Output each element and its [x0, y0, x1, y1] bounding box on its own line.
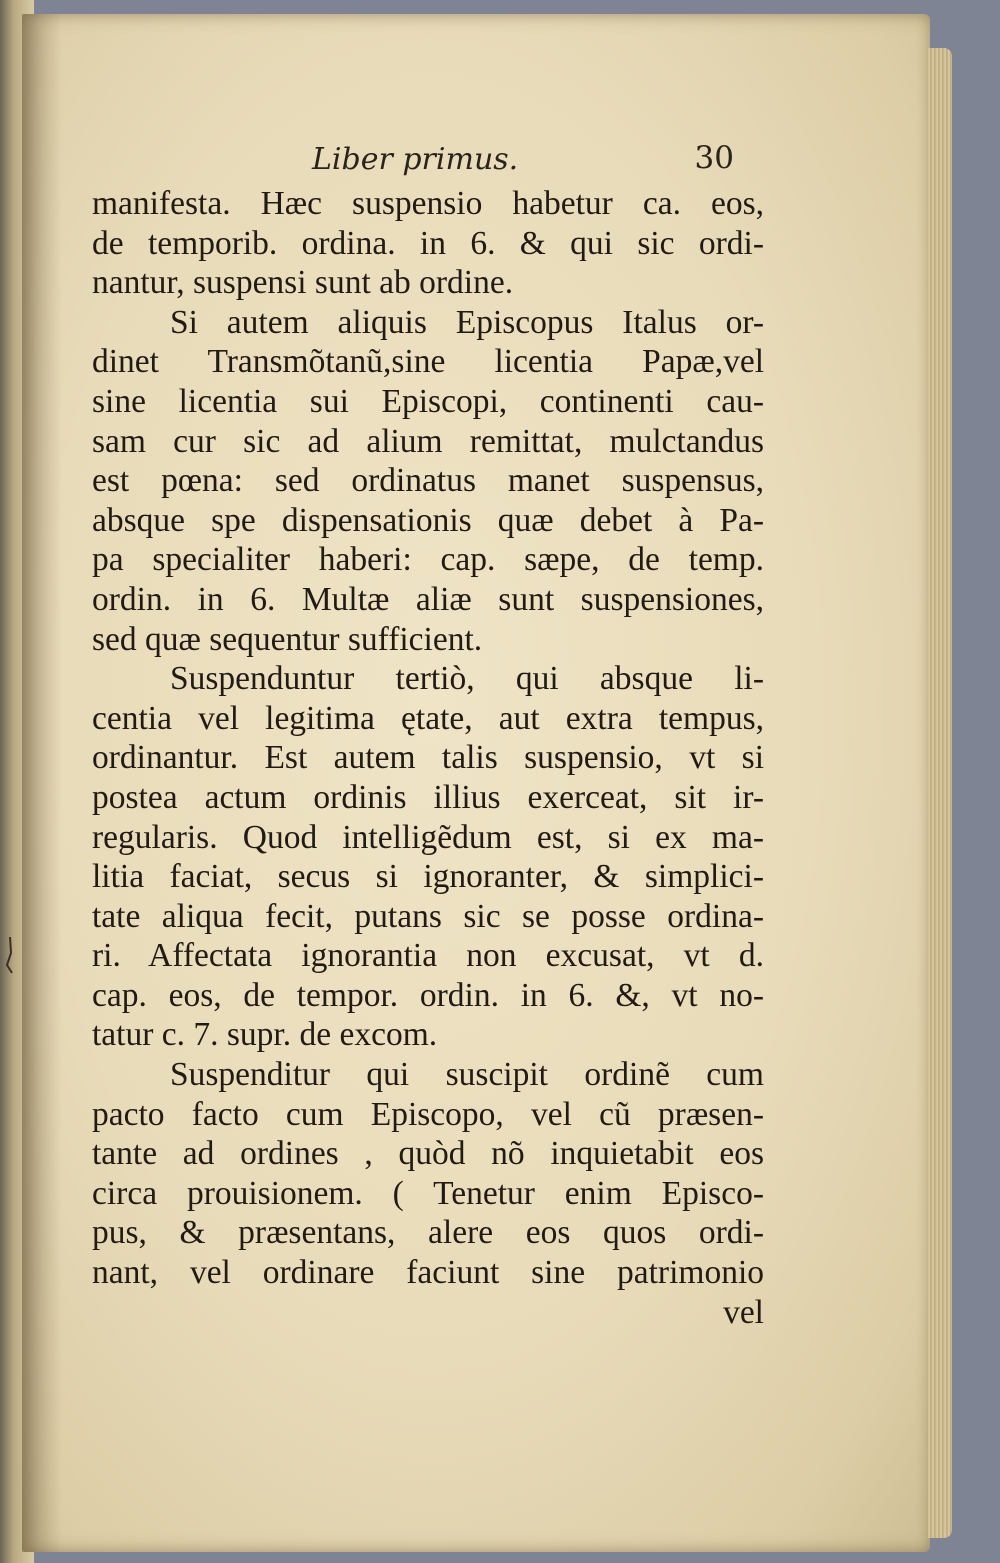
text-line: cap. eos, de tempor. ordin. in 6. &, vt no- — [92, 976, 764, 1014]
text-line: circa prouisionem. ( Tenetur enim Episco- — [92, 1174, 764, 1212]
catchword: vel — [723, 1293, 764, 1331]
text-line: de temporib. ordina. in 6. & qui sic ordi- — [92, 224, 764, 262]
text-line: sam cur sic ad alium remittat, mulctandus — [92, 422, 764, 460]
text-line: postea actum ordinis illius exerceat, sit ir- — [92, 778, 764, 816]
paragraph-first-line: Suspenditur qui suscipit ordinẽ cum — [170, 1056, 764, 1094]
text-line: ordinantur. Est autem talis suspensio, vt si — [92, 739, 764, 777]
text-line: ordin. in 6. Multæ aliæ sunt suspensiones, — [92, 580, 764, 618]
page-gutter-shadow — [22, 14, 62, 1552]
text-line: pus, & præsentans, alere eos quos ordi- — [92, 1214, 764, 1252]
text-line: manifesta. Hæc suspensio habetur ca. eos, — [92, 185, 764, 222]
text-line: tate aliqua fecit, putans sic se posse ordina- — [92, 897, 764, 935]
text-line: sine licentia sui Episcopi, continenti cau- — [92, 382, 764, 420]
text-line: nantur, suspensi sunt ab ordine. — [92, 264, 514, 302]
body-text — [92, 184, 764, 1332]
text-line: tatur c. 7. supr. de excom. — [92, 1016, 438, 1054]
text-line: pacto facto cum Episcopo, vel cũ præsen- — [92, 1095, 764, 1133]
text-line: ri. Affectata ignorantia non excusat, vt d. — [92, 937, 764, 975]
text-line: tante ad ordines , quòd nõ inquietabit eos — [92, 1135, 764, 1173]
running-head-title: Liber primus. — [312, 142, 519, 177]
text-line: absque spe dispensationis quæ debet à Pa- — [92, 501, 764, 539]
text-line: dinet Transmõtanũ,sine licentia Papæ,vel — [92, 343, 764, 381]
text-line: litia faciat, secus si ignoranter, & simplici- — [92, 858, 764, 896]
text-line: pa specialiter haberi: cap. sæpe, de temp. — [92, 541, 764, 579]
page-fore-edge — [928, 48, 952, 1538]
paragraph-first-line: Suspenduntur tertiò, qui absque li- — [170, 660, 764, 698]
text-line: regularis. Quod intelligẽdum est, si ex ma- — [92, 818, 764, 856]
text-line: est pœna: sed ordinatus manet suspensus, — [92, 462, 764, 500]
running-head — [300, 140, 740, 184]
folio-number: 30 — [694, 140, 734, 176]
text-line: centia vel legitima ętate, aut extra tempus, — [92, 699, 764, 737]
text-line: sed quæ sequentur sufficient. — [92, 620, 483, 658]
margin-ink-mark — [4, 935, 16, 975]
paragraph-first-line: Si autem aliquis Episcopus Italus or- — [170, 303, 764, 341]
text-line: nant, vel ordinare faciunt sine patrimonio — [92, 1254, 764, 1292]
